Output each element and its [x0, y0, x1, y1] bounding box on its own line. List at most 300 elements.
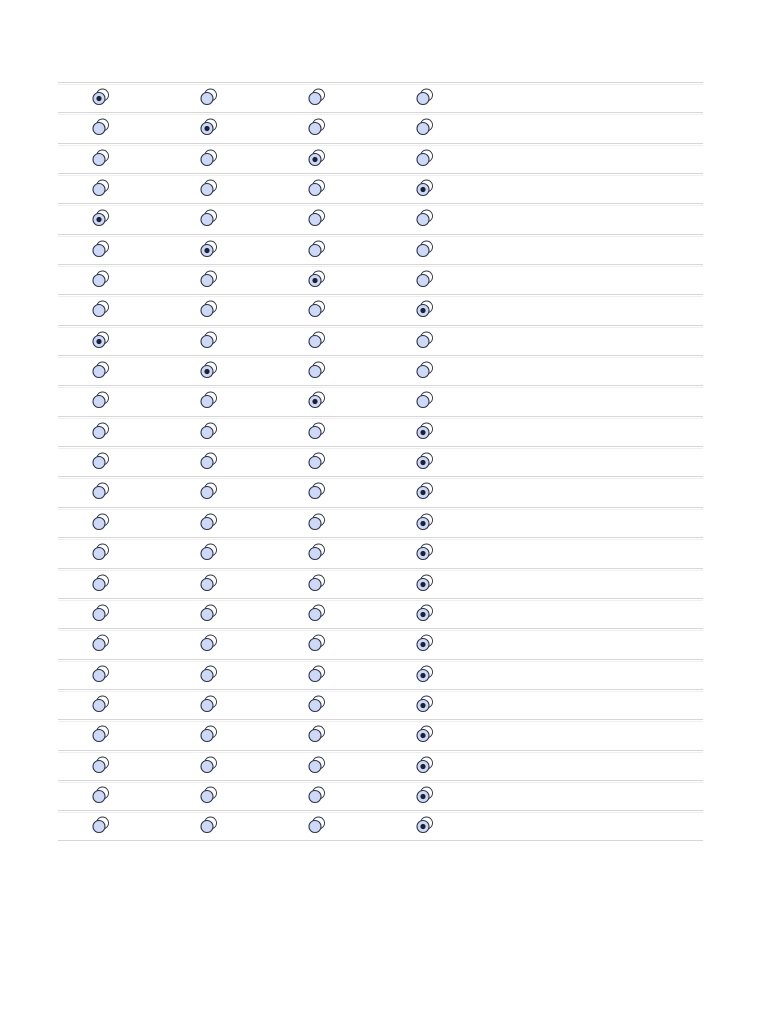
- radio-row: [58, 234, 703, 264]
- radio-button-icon: [200, 634, 220, 654]
- radio-option[interactable]: [200, 786, 220, 806]
- radio-button-icon: [92, 331, 112, 351]
- radio-button-icon: [92, 179, 112, 199]
- radio-option[interactable]: [200, 179, 220, 199]
- radio-option[interactable]: [200, 300, 220, 320]
- radio-option[interactable]: [92, 118, 112, 138]
- radio-button-icon: [92, 634, 112, 654]
- radio-option-selected[interactable]: [416, 756, 436, 776]
- radio-row: [58, 203, 703, 233]
- radio-option[interactable]: [308, 695, 328, 715]
- radio-option[interactable]: [308, 756, 328, 776]
- radio-option[interactable]: [92, 391, 112, 411]
- radio-option-selected[interactable]: [308, 149, 328, 169]
- radio-selected-dot: [96, 96, 101, 101]
- radio-option[interactable]: [200, 756, 220, 776]
- radio-button-icon: [200, 179, 220, 199]
- radio-face: [309, 366, 321, 378]
- radio-face: [201, 335, 213, 347]
- radio-option[interactable]: [416, 361, 436, 381]
- radio-button-icon: [92, 149, 112, 169]
- radio-button-icon: [92, 300, 112, 320]
- radio-face: [93, 426, 105, 438]
- radio-option-selected[interactable]: [416, 513, 436, 533]
- radio-option[interactable]: [416, 88, 436, 108]
- radio-button-icon: [308, 725, 328, 745]
- radio-option[interactable]: [308, 634, 328, 654]
- radio-face: [201, 548, 213, 560]
- radio-face: [309, 305, 321, 317]
- radio-button-icon: [200, 300, 220, 320]
- radio-row: [58, 385, 703, 415]
- radio-face: [309, 244, 321, 256]
- radio-row: [58, 82, 703, 112]
- radio-button-icon: [92, 88, 112, 108]
- radio-option-selected[interactable]: [416, 482, 436, 502]
- radio-option[interactable]: [308, 452, 328, 472]
- radio-button-icon: [308, 240, 328, 260]
- radio-face: [93, 305, 105, 317]
- radio-face: [93, 548, 105, 560]
- radio-button-icon: [308, 149, 328, 169]
- radio-option[interactable]: [200, 270, 220, 290]
- radio-option-selected[interactable]: [416, 816, 436, 836]
- radio-face: [417, 275, 429, 287]
- radio-option[interactable]: [92, 756, 112, 776]
- radio-face: [309, 184, 321, 196]
- radio-selected-dot: [204, 126, 209, 131]
- radio-face: [309, 93, 321, 105]
- radio-option[interactable]: [308, 482, 328, 502]
- radio-option[interactable]: [416, 331, 436, 351]
- radio-row: [58, 264, 703, 294]
- radio-option[interactable]: [200, 452, 220, 472]
- radio-selected-dot: [204, 369, 209, 374]
- radio-selected-dot: [420, 490, 425, 495]
- radio-button-icon: [416, 300, 436, 320]
- radio-face: [201, 426, 213, 438]
- radio-button-icon: [416, 452, 436, 472]
- radio-button-icon: [416, 361, 436, 381]
- radio-button-icon: [308, 300, 328, 320]
- radio-face: [201, 730, 213, 742]
- radio-option[interactable]: [92, 422, 112, 442]
- radio-face: [201, 760, 213, 772]
- radio-button-icon: [308, 786, 328, 806]
- radio-row: [58, 476, 703, 506]
- radio-option[interactable]: [416, 209, 436, 229]
- radio-option-selected[interactable]: [416, 604, 436, 624]
- radio-option[interactable]: [92, 695, 112, 715]
- radio-selected-dot: [420, 824, 425, 829]
- radio-face: [93, 669, 105, 681]
- radio-button-icon: [92, 452, 112, 472]
- radio-row: [58, 325, 703, 355]
- radio-selected-dot: [420, 581, 425, 586]
- radio-face: [93, 123, 105, 135]
- radio-button-icon: [308, 118, 328, 138]
- radio-face: [201, 93, 213, 105]
- radio-button-icon: [92, 422, 112, 442]
- radio-button-icon: [200, 361, 220, 381]
- radio-selected-dot: [420, 794, 425, 799]
- radio-option-selected[interactable]: [416, 574, 436, 594]
- radio-option[interactable]: [308, 209, 328, 229]
- radio-selected-dot: [204, 248, 209, 253]
- radio-button-icon: [308, 574, 328, 594]
- radio-button-icon: [200, 240, 220, 260]
- radio-row: [58, 112, 703, 142]
- radio-option[interactable]: [92, 513, 112, 533]
- radio-option[interactable]: [92, 816, 112, 836]
- radio-face: [417, 93, 429, 105]
- radio-option[interactable]: [416, 149, 436, 169]
- radio-row: [58, 355, 703, 385]
- radio-face: [417, 366, 429, 378]
- radio-face: [201, 821, 213, 833]
- radio-row: [58, 143, 703, 173]
- radio-option[interactable]: [308, 179, 328, 199]
- radio-button-icon: [308, 179, 328, 199]
- radio-option[interactable]: [308, 240, 328, 260]
- radio-button-icon: [92, 513, 112, 533]
- radio-option[interactable]: [92, 786, 112, 806]
- radio-option-selected[interactable]: [308, 391, 328, 411]
- radio-button-icon: [416, 725, 436, 745]
- radio-face: [309, 426, 321, 438]
- radio-face: [93, 760, 105, 772]
- radio-option[interactable]: [416, 270, 436, 290]
- radio-button-icon: [416, 88, 436, 108]
- radio-face: [309, 578, 321, 590]
- radio-face: [201, 639, 213, 651]
- radio-face: [93, 821, 105, 833]
- radio-selected-dot: [420, 430, 425, 435]
- radio-option[interactable]: [200, 88, 220, 108]
- radio-option[interactable]: [308, 574, 328, 594]
- radio-row: [58, 719, 703, 749]
- radio-button-icon: [416, 513, 436, 533]
- radio-option[interactable]: [92, 665, 112, 685]
- radio-option-selected[interactable]: [416, 452, 436, 472]
- radio-face: [309, 790, 321, 802]
- radio-selected-dot: [96, 339, 101, 344]
- radio-button-icon: [416, 816, 436, 836]
- radio-button-icon: [308, 543, 328, 563]
- radio-option-selected[interactable]: [416, 179, 436, 199]
- radio-option[interactable]: [200, 604, 220, 624]
- radio-button-icon: [92, 786, 112, 806]
- radio-option[interactable]: [200, 513, 220, 533]
- radio-option[interactable]: [308, 88, 328, 108]
- radio-option[interactable]: [200, 634, 220, 654]
- radio-option-selected[interactable]: [416, 695, 436, 715]
- radio-face: [309, 457, 321, 469]
- radio-option[interactable]: [200, 695, 220, 715]
- radio-option[interactable]: [92, 452, 112, 472]
- radio-face: [93, 517, 105, 529]
- radio-face: [93, 184, 105, 196]
- radio-option-selected[interactable]: [416, 422, 436, 442]
- radio-button-icon: [416, 634, 436, 654]
- radio-face: [93, 578, 105, 590]
- radio-option-selected[interactable]: [308, 270, 328, 290]
- radio-face: [201, 214, 213, 226]
- radio-face: [93, 366, 105, 378]
- radio-button-icon: [308, 482, 328, 502]
- radio-option-selected[interactable]: [200, 361, 220, 381]
- radio-button-icon: [416, 240, 436, 260]
- radio-selected-dot: [420, 551, 425, 556]
- radio-button-icon: [92, 209, 112, 229]
- radio-button-icon: [92, 391, 112, 411]
- radio-row: [58, 507, 703, 537]
- radio-option[interactable]: [92, 725, 112, 745]
- radio-button-icon: [200, 482, 220, 502]
- radio-option[interactable]: [92, 482, 112, 502]
- radio-row: [58, 446, 703, 476]
- radio-button-icon: [92, 543, 112, 563]
- radio-option[interactable]: [308, 604, 328, 624]
- radio-selected-dot: [420, 733, 425, 738]
- radio-button-icon: [92, 604, 112, 624]
- radio-face: [309, 760, 321, 772]
- radio-button-icon: [92, 756, 112, 776]
- radio-face: [309, 548, 321, 560]
- radio-option-selected[interactable]: [416, 300, 436, 320]
- radio-face: [309, 487, 321, 499]
- radio-selected-dot: [312, 278, 317, 283]
- radio-face: [93, 153, 105, 165]
- radio-button-icon: [308, 361, 328, 381]
- radio-button-icon: [416, 149, 436, 169]
- radio-option[interactable]: [92, 634, 112, 654]
- radio-face: [309, 730, 321, 742]
- radio-option[interactable]: [308, 665, 328, 685]
- radio-option[interactable]: [200, 665, 220, 685]
- radio-selected-dot: [420, 763, 425, 768]
- radio-option[interactable]: [308, 543, 328, 563]
- radio-option[interactable]: [416, 118, 436, 138]
- radio-option[interactable]: [200, 149, 220, 169]
- radio-button-icon: [200, 452, 220, 472]
- radio-face: [309, 639, 321, 651]
- radio-face: [201, 457, 213, 469]
- radio-face: [309, 517, 321, 529]
- radio-option-selected[interactable]: [200, 118, 220, 138]
- radio-option[interactable]: [200, 331, 220, 351]
- radio-option[interactable]: [200, 391, 220, 411]
- radio-button-icon: [92, 270, 112, 290]
- radio-row: [58, 416, 703, 446]
- radio-face: [201, 578, 213, 590]
- radio-button-icon: [308, 452, 328, 472]
- radio-face: [309, 335, 321, 347]
- radio-button-icon: [416, 179, 436, 199]
- radio-button-icon: [92, 361, 112, 381]
- radio-face: [309, 699, 321, 711]
- radio-option-selected[interactable]: [92, 209, 112, 229]
- radio-button-icon: [200, 695, 220, 715]
- radio-face: [93, 396, 105, 408]
- radio-option[interactable]: [308, 300, 328, 320]
- radio-option[interactable]: [200, 574, 220, 594]
- radio-button-icon: [200, 391, 220, 411]
- radio-option[interactable]: [200, 725, 220, 745]
- radio-selected-dot: [420, 672, 425, 677]
- radio-selected-dot: [420, 612, 425, 617]
- radio-face: [93, 608, 105, 620]
- radio-face: [201, 790, 213, 802]
- radio-option[interactable]: [308, 331, 328, 351]
- radio-option[interactable]: [92, 604, 112, 624]
- radio-button-icon: [308, 604, 328, 624]
- radio-face: [201, 669, 213, 681]
- radio-button-icon: [308, 88, 328, 108]
- radio-button-icon: [308, 209, 328, 229]
- radio-option-selected[interactable]: [416, 634, 436, 654]
- radio-button-icon: [200, 209, 220, 229]
- radio-option-selected[interactable]: [416, 543, 436, 563]
- radio-face: [201, 396, 213, 408]
- radio-button-icon: [200, 786, 220, 806]
- radio-option[interactable]: [92, 149, 112, 169]
- radio-option-selected[interactable]: [92, 331, 112, 351]
- radio-option[interactable]: [200, 209, 220, 229]
- radio-row: [58, 659, 703, 689]
- radio-face: [417, 214, 429, 226]
- radio-button-icon: [92, 482, 112, 502]
- radio-selected-dot: [420, 521, 425, 526]
- radio-button-icon: [200, 513, 220, 533]
- radio-button-icon: [416, 270, 436, 290]
- radio-grid: [58, 82, 703, 841]
- radio-button-icon: [200, 543, 220, 563]
- radio-face: [93, 730, 105, 742]
- radio-option[interactable]: [92, 361, 112, 381]
- radio-face: [201, 487, 213, 499]
- radio-button-icon: [92, 118, 112, 138]
- radio-button-icon: [200, 725, 220, 745]
- radio-option[interactable]: [200, 543, 220, 563]
- radio-button-icon: [308, 816, 328, 836]
- radio-button-icon: [200, 604, 220, 624]
- radio-option[interactable]: [308, 513, 328, 533]
- radio-button-icon: [200, 574, 220, 594]
- radio-selected-dot: [420, 703, 425, 708]
- radio-button-icon: [200, 331, 220, 351]
- radio-face: [201, 184, 213, 196]
- radio-option[interactable]: [308, 118, 328, 138]
- radio-option[interactable]: [308, 422, 328, 442]
- radio-button-icon: [416, 209, 436, 229]
- radio-button-icon: [308, 634, 328, 654]
- radio-button-icon: [416, 391, 436, 411]
- radio-selected-dot: [420, 642, 425, 647]
- radio-face: [309, 821, 321, 833]
- radio-option[interactable]: [200, 816, 220, 836]
- radio-button-icon: [92, 695, 112, 715]
- radio-button-icon: [416, 786, 436, 806]
- radio-selected-dot: [312, 399, 317, 404]
- radio-option[interactable]: [200, 422, 220, 442]
- radio-face: [93, 639, 105, 651]
- radio-row: [58, 750, 703, 780]
- radio-button-icon: [416, 543, 436, 563]
- radio-button-icon: [416, 695, 436, 715]
- radio-face: [417, 244, 429, 256]
- radio-row: [58, 598, 703, 628]
- radio-option[interactable]: [416, 240, 436, 260]
- radio-selected-dot: [420, 308, 425, 313]
- radio-option[interactable]: [92, 543, 112, 563]
- radio-button-icon: [308, 422, 328, 442]
- radio-button-icon: [200, 756, 220, 776]
- radio-option[interactable]: [92, 574, 112, 594]
- radio-face: [417, 335, 429, 347]
- radio-face: [93, 457, 105, 469]
- radio-option[interactable]: [92, 179, 112, 199]
- radio-option[interactable]: [92, 240, 112, 260]
- radio-row: [58, 537, 703, 567]
- radio-face: [201, 305, 213, 317]
- radio-option-selected[interactable]: [200, 240, 220, 260]
- radio-row: [58, 810, 703, 840]
- radio-button-icon: [416, 665, 436, 685]
- radio-button-icon: [308, 331, 328, 351]
- radio-face: [93, 275, 105, 287]
- radio-option-selected[interactable]: [416, 725, 436, 745]
- radio-option-selected[interactable]: [416, 665, 436, 685]
- radio-option[interactable]: [92, 300, 112, 320]
- radio-option[interactable]: [308, 725, 328, 745]
- radio-face: [417, 123, 429, 135]
- radio-row: [58, 173, 703, 203]
- radio-button-icon: [308, 513, 328, 533]
- radio-option[interactable]: [308, 361, 328, 381]
- radio-face: [201, 517, 213, 529]
- radio-option[interactable]: [200, 482, 220, 502]
- radio-button-icon: [308, 756, 328, 776]
- radio-button-icon: [416, 331, 436, 351]
- radio-button-icon: [416, 604, 436, 624]
- radio-option-selected[interactable]: [92, 88, 112, 108]
- radio-row: [58, 568, 703, 598]
- radio-face: [201, 153, 213, 165]
- radio-row: [58, 628, 703, 658]
- radio-button-icon: [200, 665, 220, 685]
- radio-button-icon: [200, 816, 220, 836]
- radio-button-icon: [92, 574, 112, 594]
- radio-option[interactable]: [308, 816, 328, 836]
- radio-button-icon: [416, 482, 436, 502]
- radio-option[interactable]: [92, 270, 112, 290]
- radio-button-icon: [416, 118, 436, 138]
- radio-button-icon: [92, 240, 112, 260]
- radio-button-icon: [200, 149, 220, 169]
- radio-row: [58, 294, 703, 324]
- radio-face: [417, 396, 429, 408]
- radio-face: [201, 699, 213, 711]
- radio-option[interactable]: [416, 391, 436, 411]
- radio-face: [93, 699, 105, 711]
- radio-button-icon: [200, 88, 220, 108]
- radio-row: [58, 689, 703, 719]
- radio-option-selected[interactable]: [416, 786, 436, 806]
- radio-face: [201, 608, 213, 620]
- radio-button-icon: [416, 422, 436, 442]
- radio-option[interactable]: [308, 786, 328, 806]
